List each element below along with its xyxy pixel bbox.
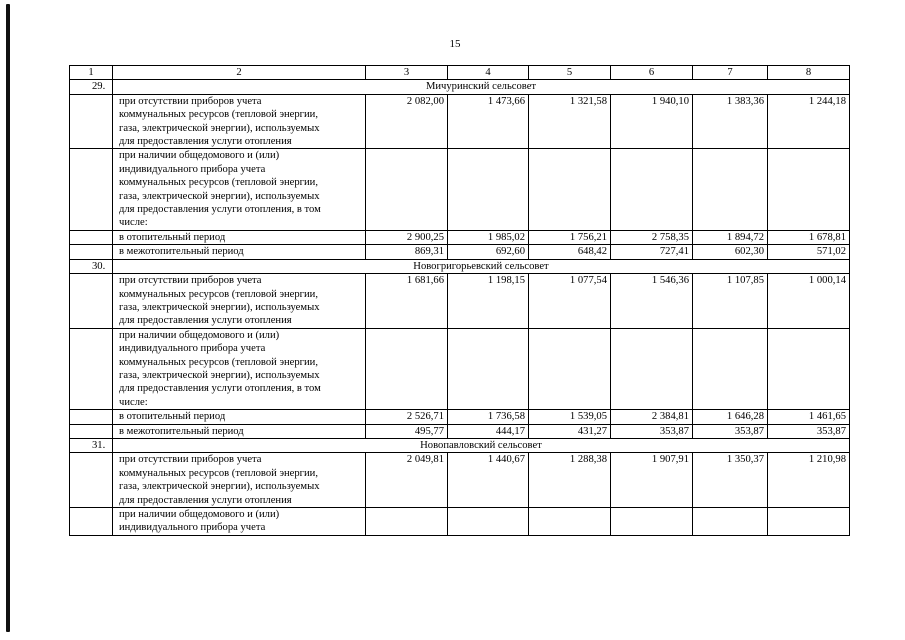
value-cell: [448, 328, 529, 409]
value-cell: 1 546,36: [611, 274, 693, 329]
value-cell: [611, 508, 693, 536]
value-cell: 1 907,91: [611, 453, 693, 508]
column-header: 7: [693, 66, 768, 80]
value-cell: 1 383,36: [693, 94, 768, 149]
row-description: [113, 508, 366, 536]
table-row: [70, 149, 850, 230]
value-cell: [366, 149, 448, 230]
value-cell: 1 244,18: [768, 94, 850, 149]
row-number-cell: [70, 328, 113, 409]
description-line: индивидуального прибора учета: [119, 163, 266, 175]
description-line: индивидуального прибора учета: [119, 343, 266, 355]
description-line: для предоставления услуги отопления: [119, 494, 292, 506]
value-cell: 444,17: [448, 424, 529, 438]
value-cell: [768, 328, 850, 409]
description-line: при отсутствии приборов учета: [119, 95, 262, 107]
description-line: индивидуального прибора учета: [119, 522, 266, 534]
value-cell: 1 440,67: [448, 453, 529, 508]
value-cell: 1 894,72: [693, 230, 768, 244]
section-number: 31.: [70, 438, 113, 452]
column-header: 8: [768, 66, 850, 80]
row-description: [113, 424, 366, 438]
row-number-cell: [70, 149, 113, 230]
section-number: 29.: [70, 80, 113, 94]
value-cell: 1 681,66: [366, 274, 448, 329]
value-cell: 495,77: [366, 424, 448, 438]
value-cell: [693, 508, 768, 536]
row-description: [113, 230, 366, 244]
table-row: [70, 424, 850, 438]
value-cell: 1 107,85: [693, 274, 768, 329]
row-number-cell: [70, 424, 113, 438]
description-line: коммунальных ресурсов (тепловой энергии,: [119, 288, 318, 300]
value-cell: 727,41: [611, 245, 693, 259]
value-cell: [611, 149, 693, 230]
column-header: 1: [70, 66, 113, 80]
description-line: газа, электрической энергии), используемых: [119, 369, 320, 381]
column-header: 3: [366, 66, 448, 80]
value-cell: 869,31: [366, 245, 448, 259]
description-line: при наличии общедомового и (или): [119, 329, 280, 341]
table-row: [70, 94, 850, 149]
section-number: 30.: [70, 259, 113, 273]
value-cell: 2 049,81: [366, 453, 448, 508]
table-row: [70, 274, 850, 329]
page-number: 15: [449, 38, 461, 50]
value-cell: 2 526,71: [366, 410, 448, 424]
description-line: для предоставления услуги отопления: [119, 136, 292, 148]
section-header-row: [70, 80, 850, 94]
description-line: при наличии общедомового и (или): [119, 150, 280, 162]
value-cell: [693, 149, 768, 230]
value-cell: [529, 149, 611, 230]
row-description: [113, 328, 366, 409]
description-line: газа, электрической энергии), используемых: [119, 122, 320, 134]
description-line: коммунальных ресурсов (тепловой энергии,: [119, 467, 318, 479]
value-cell: 1 756,21: [529, 230, 611, 244]
value-cell: 1 539,05: [529, 410, 611, 424]
description-line: коммунальных ресурсов (тепловой энергии,: [119, 177, 318, 189]
description-line: коммунальных ресурсов (тепловой энергии,: [119, 109, 318, 121]
value-cell: 431,27: [529, 424, 611, 438]
value-cell: 1 198,15: [448, 274, 529, 329]
row-description: [113, 94, 366, 149]
value-cell: 1 350,37: [693, 453, 768, 508]
row-description: [113, 149, 366, 230]
value-cell: 571,02: [768, 245, 850, 259]
row-number-cell: [70, 245, 113, 259]
description-line: для предоставления услуги отопления, в том: [119, 204, 321, 216]
value-cell: 1 940,10: [611, 94, 693, 149]
tariff-table: [69, 65, 850, 536]
value-cell: [768, 508, 850, 536]
value-cell: [448, 508, 529, 536]
description-line: при отсутствии приборов учета: [119, 454, 262, 466]
description-line: газа, электрической энергии), используемых: [119, 301, 320, 313]
row-number-cell: [70, 508, 113, 536]
section-title: Новопавловский сельсовет: [113, 438, 850, 452]
description-line: газа, электрической энергии), используемых: [119, 481, 320, 493]
value-cell: 1 077,54: [529, 274, 611, 329]
row-number-cell: [70, 230, 113, 244]
value-cell: [611, 328, 693, 409]
row-number-cell: [70, 94, 113, 149]
column-header: 6: [611, 66, 693, 80]
table-row: [70, 230, 850, 244]
value-cell: 1 288,38: [529, 453, 611, 508]
value-cell: 1 210,98: [768, 453, 850, 508]
value-cell: 1 678,81: [768, 230, 850, 244]
value-cell: 648,42: [529, 245, 611, 259]
row-number-cell: [70, 274, 113, 329]
row-description: [113, 453, 366, 508]
description-line: числе:: [119, 217, 148, 229]
value-cell: [366, 508, 448, 536]
column-header: 4: [448, 66, 529, 80]
description-line: коммунальных ресурсов (тепловой энергии,: [119, 356, 318, 368]
value-cell: 1 473,66: [448, 94, 529, 149]
description-line: при отсутствии приборов учета: [119, 275, 262, 287]
section-title: Новогригорьевский сельсовет: [113, 259, 850, 273]
value-cell: 1 646,28: [693, 410, 768, 424]
value-cell: 2 384,81: [611, 410, 693, 424]
table-row: [70, 410, 850, 424]
table-body: [70, 66, 850, 536]
section-title: Мичуринский сельсовет: [113, 80, 850, 94]
section-header-row: [70, 438, 850, 452]
column-header: 2: [113, 66, 366, 80]
value-cell: [448, 149, 529, 230]
description-line: в межотопительный период: [119, 425, 244, 437]
value-cell: 2 900,25: [366, 230, 448, 244]
description-line: в отопительный период: [119, 411, 226, 423]
column-header: 5: [529, 66, 611, 80]
row-number-cell: [70, 410, 113, 424]
value-cell: [768, 149, 850, 230]
description-line: числе:: [119, 396, 148, 408]
row-description: [113, 410, 366, 424]
column-header-row: [70, 66, 850, 80]
value-cell: 2 758,35: [611, 230, 693, 244]
value-cell: 1 461,65: [768, 410, 850, 424]
row-description: [113, 245, 366, 259]
value-cell: 353,87: [693, 424, 768, 438]
value-cell: 353,87: [611, 424, 693, 438]
description-line: в отопительный период: [119, 231, 226, 243]
value-cell: 1 000,14: [768, 274, 850, 329]
description-line: для предоставления услуги отопления: [119, 315, 292, 327]
value-cell: [366, 328, 448, 409]
description-line: в межотопительный период: [119, 246, 244, 258]
row-number-cell: [70, 453, 113, 508]
scan-edge-bar: [6, 4, 10, 632]
table-row: [70, 328, 850, 409]
table-row: [70, 245, 850, 259]
table-row: [70, 453, 850, 508]
value-cell: [529, 508, 611, 536]
value-cell: 1 985,02: [448, 230, 529, 244]
value-cell: [529, 328, 611, 409]
value-cell: [693, 328, 768, 409]
value-cell: 1 736,58: [448, 410, 529, 424]
description-line: для предоставления услуги отопления, в том: [119, 383, 321, 395]
value-cell: 602,30: [693, 245, 768, 259]
section-header-row: [70, 259, 850, 273]
description-line: при наличии общедомового и (или): [119, 509, 280, 520]
value-cell: 353,87: [768, 424, 850, 438]
table-row: [70, 508, 850, 536]
row-description: [113, 274, 366, 329]
description-line: газа, электрической энергии), используемых: [119, 190, 320, 202]
value-cell: 1 321,58: [529, 94, 611, 149]
value-cell: 2 082,00: [366, 94, 448, 149]
value-cell: 692,60: [448, 245, 529, 259]
